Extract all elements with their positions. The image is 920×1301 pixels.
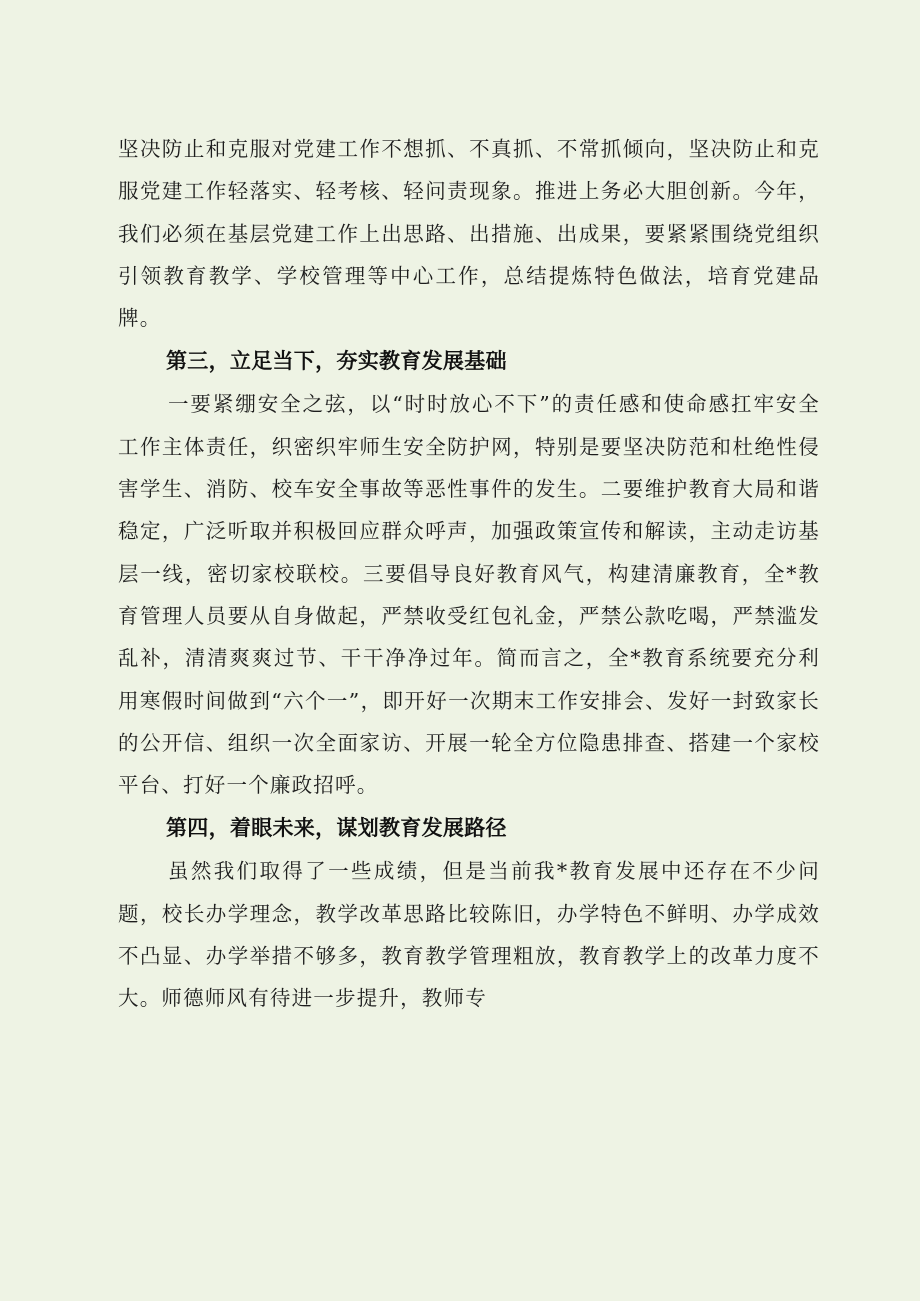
body-paragraph-third: 一要紧绷安全之弦，以“时时放心不下”的责任感和使命感扛牢安全工作主体责任，织密织牢师生安全防护网，特别是要坚决防范和杜绝性侵害学生、消防、校车安全事故等恶性事件的发生。二要维护教育大局和谐稳定，广泛听取并积极回应群众呼声，加强政策宣传和解读，主动走访基层一线，密切家校联校。三要倡导良好教育风气，构建清廉教育，全*教育管理人员要从自身做起，严禁收受红包礼金，严禁公款吃喝，严禁滥发乱补，清清爽爽过节、干干净净过年。简而言之，全*教育系统要充分利用寒假时间做到“六个一”，即开好一次期末工作安排会、发好一封致家长的公开信、组织一次全面家访、开展一轮全方位隐患排查、搭建一个家校平台、打好一个廉政招呼。 [118, 392, 820, 798]
body-paragraph-fourth: 虽然我们取得了一些成绩，但是当前我*教育发展中还存在不少问题，校长办学理念，教学改革思路比较陈旧，办学特色不鲜明、办学成效不凸显、办学举措不够多，教育教学管理粗放，教育教学上的改革力度不大。师德师风有待进一步提升，教师专 [118, 859, 820, 1011]
section-heading-fourth: 第四，着眼未来，谋划教育发展路径 [166, 816, 507, 841]
section-heading-third: 第三，立足当下，夯实教育发展基础 [166, 349, 507, 374]
body-paragraph-intro: 坚决防止和克服对党建工作不想抓、不真抓、不常抓倾向，坚决防止和克服党建工作轻落实、轻考核、轻问责现象。推进上务必大胆创新。今年，我们必须在基层党建工作上出思路、出措施、出成果，要紧紧围绕党组织引领教育教学、学校管理等中心工作，总结提炼特色做法，培育党建品牌。 [118, 137, 820, 331]
